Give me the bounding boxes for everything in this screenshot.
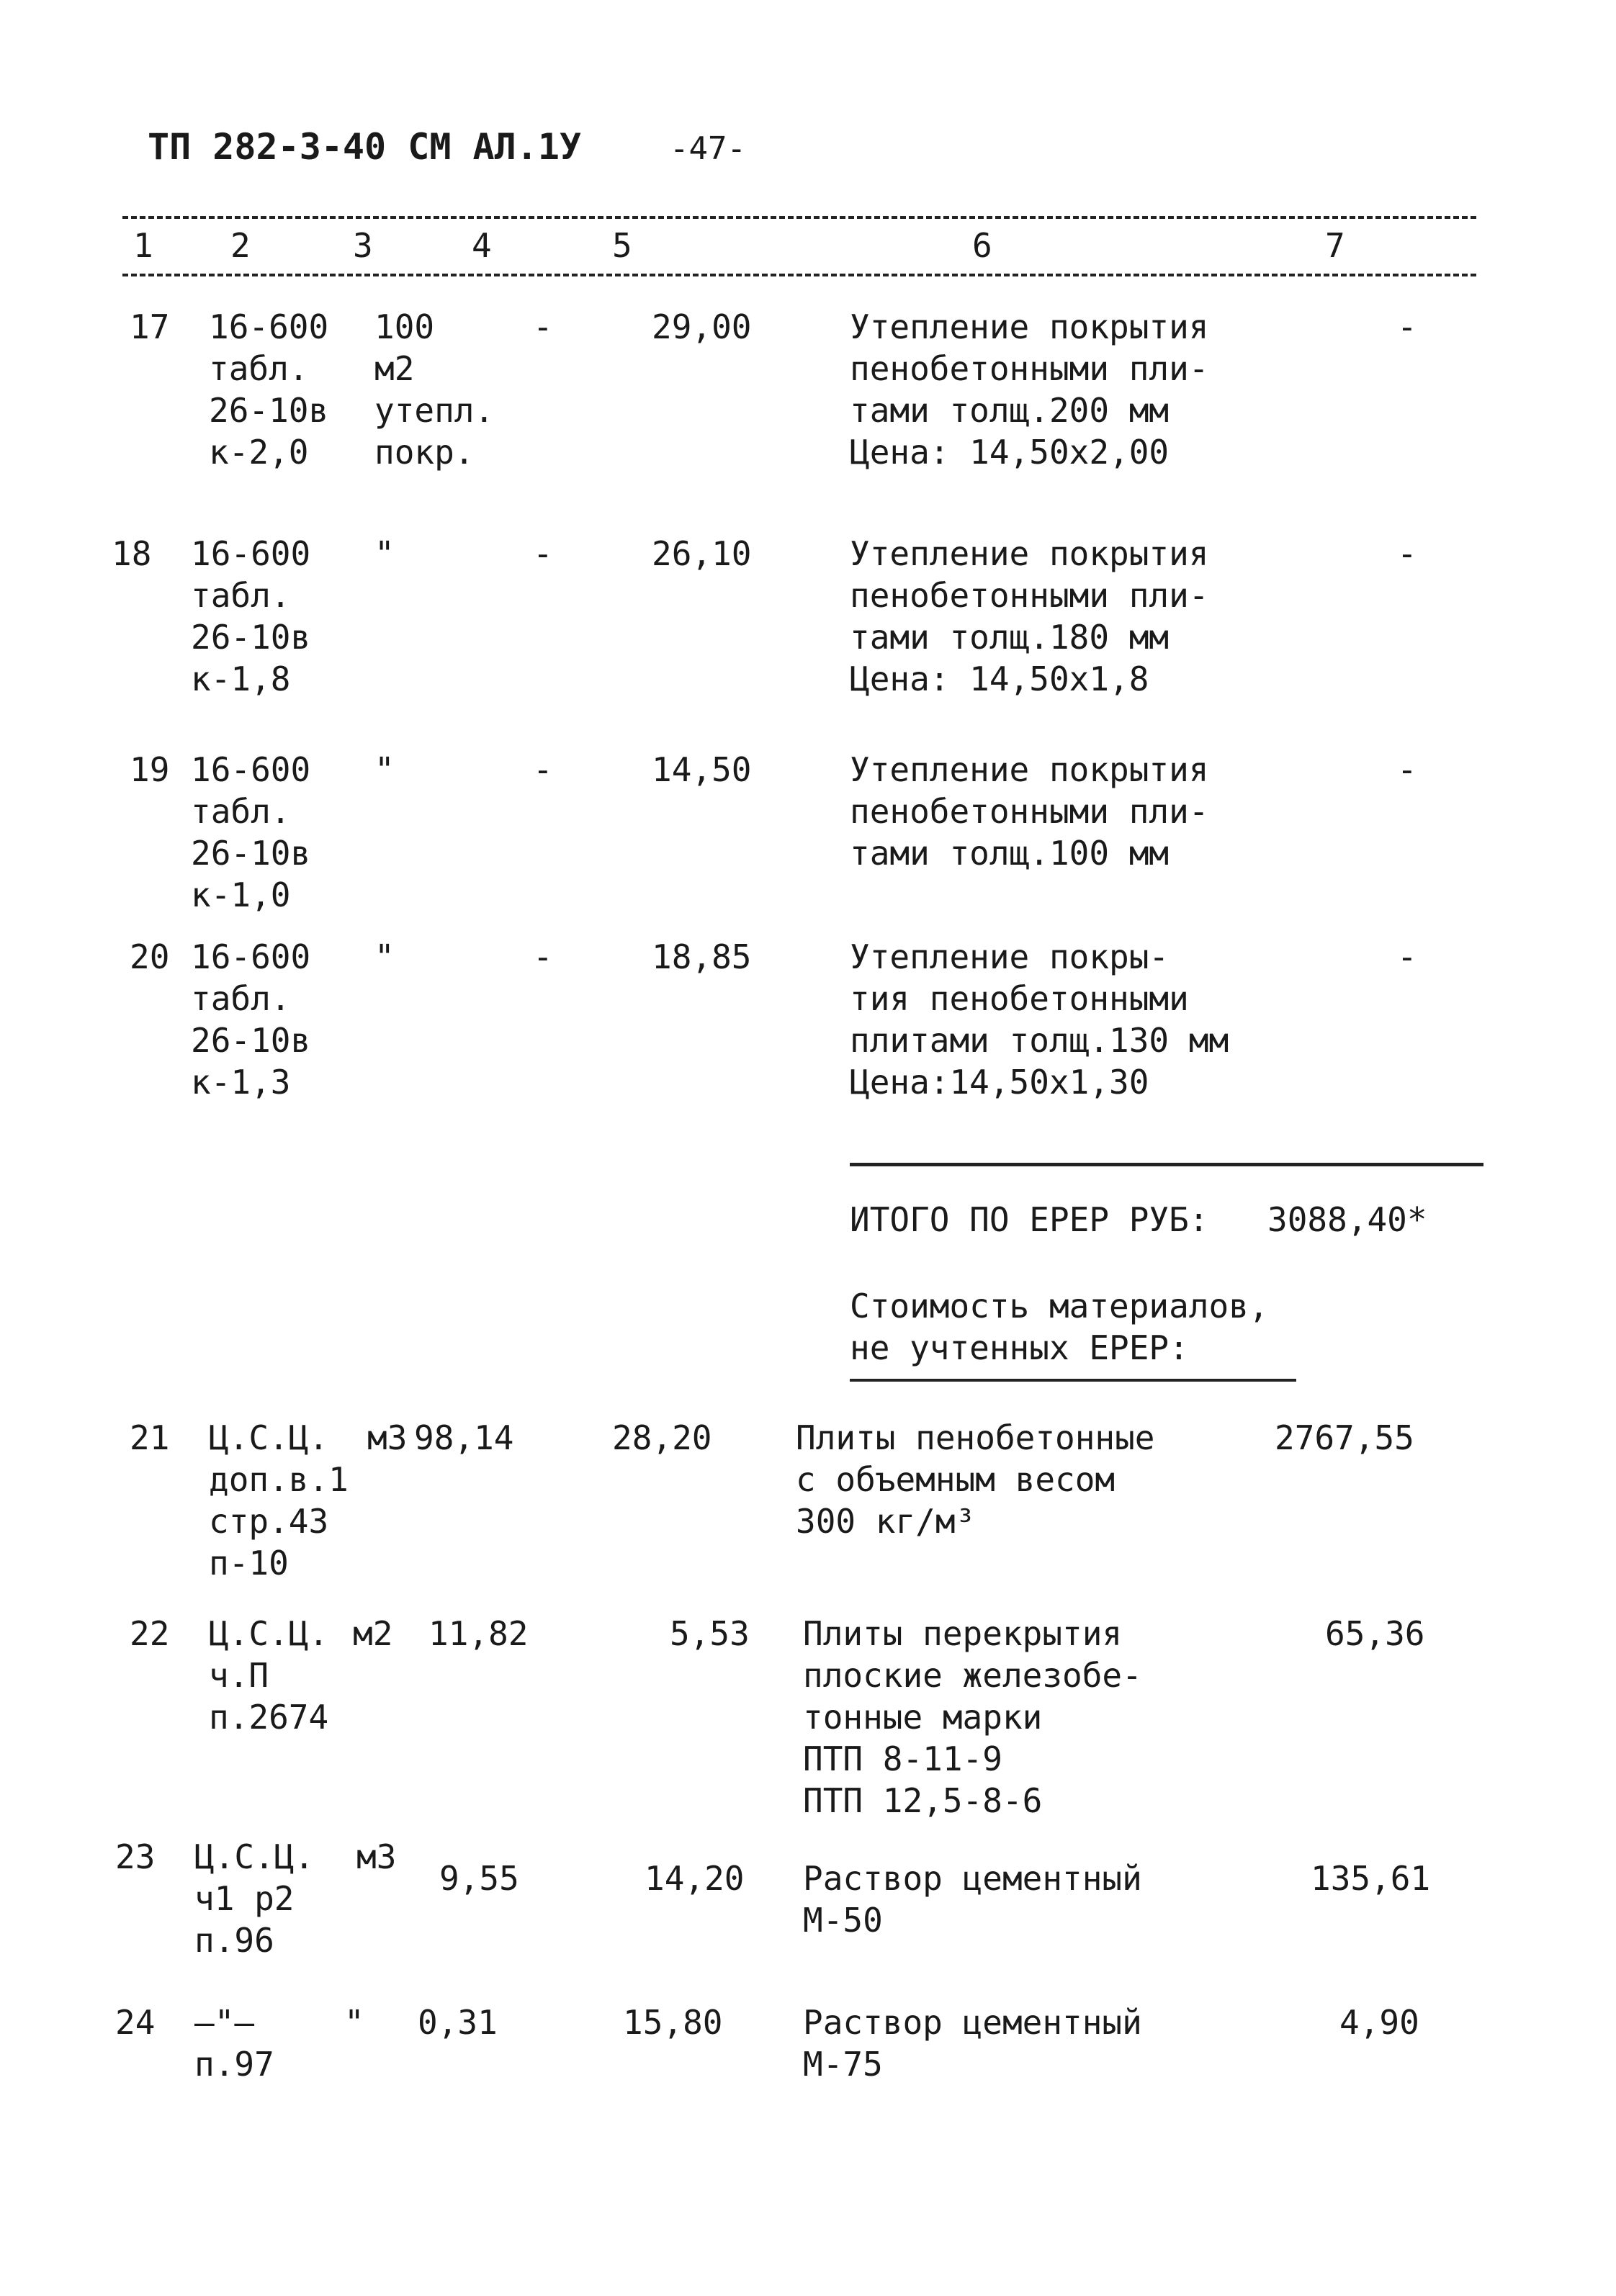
row-price: 28,20	[612, 1418, 712, 1457]
row-number: 19	[130, 750, 170, 789]
row-quantity: -	[533, 534, 553, 573]
row-unit: "	[374, 534, 395, 573]
row-description: Утепление покрытия пенобетонными пли- тами толщ.100 мм	[850, 750, 1209, 873]
row-unit: м3	[356, 1837, 397, 1876]
row-code: 16-600 табл. 26-10в к-1,8	[191, 534, 311, 698]
header-rule-bottom	[122, 274, 1476, 276]
row-price: 5,53	[670, 1614, 750, 1653]
row-description: Раствор цементный М-75	[803, 2003, 1142, 2084]
total-value: 3088,40*	[1267, 1200, 1427, 1239]
row-description: Утепление покрытия пенобетонными пли- тами толщ.200 мм Цена: 14,50х2,00	[850, 307, 1209, 472]
row-price: 29,00	[652, 307, 752, 346]
row-total: 2767,55	[1275, 1418, 1414, 1457]
row-description: Плиты перекрытия плоские железобе- тонные марки ПТП 8-11-9 ПТП 12,5-8-6	[803, 1614, 1142, 1820]
row-number: 18	[112, 534, 152, 573]
row-code: 16-600 табл. 26-10в к-1,0	[191, 750, 311, 914]
row-unit: "	[374, 937, 395, 976]
row-number: 17	[130, 307, 170, 346]
column-number: 7	[1325, 226, 1345, 265]
row-unit: 100 м2 утепл. покр.	[374, 307, 495, 472]
column-number: 3	[353, 226, 373, 265]
row-quantity: 9,55	[439, 1859, 519, 1898]
row-total: 4,90	[1339, 2003, 1419, 2042]
column-number: 2	[230, 226, 251, 265]
header-rule-top	[122, 216, 1476, 219]
row-unit: "	[344, 2003, 364, 2042]
column-number: 1	[133, 226, 153, 265]
row-number: 22	[130, 1614, 170, 1653]
row-code: Ц.С.Ц. ч.П п.2674	[209, 1614, 329, 1737]
row-unit: м2	[353, 1614, 393, 1653]
row-total: 65,36	[1325, 1614, 1425, 1653]
row-price: 15,80	[623, 2003, 723, 2042]
row-quantity: 98,14	[414, 1418, 514, 1457]
total-label: ИТОГО ПО ЕРЕР РУБ:	[850, 1200, 1209, 1239]
row-total: -	[1397, 307, 1417, 346]
row-quantity: -	[533, 307, 553, 346]
row-number: 21	[130, 1418, 170, 1457]
row-total: -	[1397, 937, 1417, 976]
summary-rule	[850, 1163, 1483, 1166]
row-description: Утепление покрытия пенобетонными пли- тами толщ.180 мм Цена: 14,50х1,8	[850, 534, 1209, 698]
row-code: 16-600 табл. 26-10в к-1,3	[191, 937, 311, 1102]
column-number: 4	[472, 226, 492, 265]
row-price: 14,50	[652, 750, 752, 789]
row-code: Ц.С.Ц. ч1 р2 п.96	[194, 1837, 315, 1960]
row-number: 23	[115, 1837, 156, 1876]
row-quantity: 0,31	[418, 2003, 498, 2042]
page-number: -47-	[670, 130, 746, 167]
row-code: Ц.С.Ц. доп.в.1 стр.43 п-10	[209, 1418, 349, 1583]
row-number: 24	[115, 2003, 156, 2042]
row-quantity: 11,82	[428, 1614, 529, 1653]
row-description: Раствор цементный М-50	[803, 1859, 1142, 1940]
row-description: Утепление покры- тия пенобетонными плитами толщ.130 мм Цена:14,50х1,30	[850, 937, 1229, 1102]
row-quantity: -	[533, 750, 553, 789]
row-code: —"— п.97	[194, 2003, 274, 2084]
row-price: 18,85	[652, 937, 752, 976]
materials-rule	[850, 1379, 1296, 1382]
row-unit: "	[374, 750, 395, 789]
column-number: 5	[612, 226, 632, 265]
row-unit: м3	[367, 1418, 408, 1457]
materials-label: Стоимость материалов, не учтенных ЕРЕР:	[850, 1287, 1269, 1367]
column-number: 6	[972, 226, 992, 265]
row-price: 14,20	[645, 1859, 745, 1898]
row-total: 135,61	[1311, 1859, 1431, 1898]
row-price: 26,10	[652, 534, 752, 573]
row-description: Плиты пенобетонные с объемным весом 300 кг/м³	[796, 1418, 1155, 1541]
row-quantity: -	[533, 937, 553, 976]
row-total: -	[1397, 534, 1417, 573]
row-number: 20	[130, 937, 170, 976]
document-code: ТП 282-3-40 СМ АЛ.1У	[148, 126, 582, 168]
row-total: -	[1397, 750, 1417, 789]
row-code: 16-600 табл. 26-10в к-2,0	[209, 307, 329, 472]
